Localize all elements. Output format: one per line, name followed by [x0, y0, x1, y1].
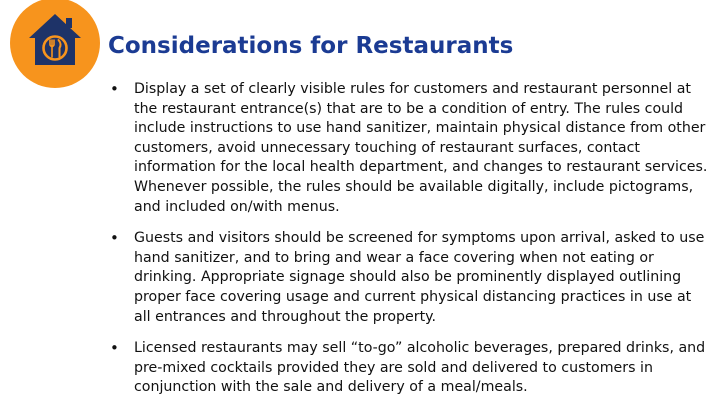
list-item [110, 339, 710, 398]
considerations-list [110, 80, 710, 410]
list-item-text: Guests and visitors should be screened for symptoms upon arrival, asked to use hand sanitizer, and to bring and wear a face covering when not eating or drinking. Appropriate signage should also be prominently displayed outlining proper face covering usage and current physical distancing practices in use at all entrances and throughout the property. [134, 230, 705, 325]
list-item [110, 80, 710, 217]
list-item-text: Display a set of clearly visible rules for customers and restaurant personnel at the restaurant entrance(s) that are to be a condition of entry. The rules could include instructions to use hand sanitizer, maintain physical distance from other customers, avoid unnecessary touching of restaurant surfaces, contact information for the local health department, and changes to restaurant services. Whenever possible, the rules should be available digitally, include pictograms, and included on/with menus. [134, 81, 708, 215]
restaurant-house-icon [10, 0, 100, 88]
list-item-text: Licensed restaurants may sell “to-go” alcoholic beverages, prepared drinks, and pre-mixed cocktails provided they are sold and delivered to customers in conjunction with the sale and delivery of a meal/meals. [134, 340, 706, 396]
bullet-marker: • [110, 339, 119, 358]
bullet-marker: • [110, 229, 119, 248]
bullet-marker: • [110, 80, 119, 98]
list-item [110, 229, 710, 327]
page-title: Considerations for Restaurants [108, 33, 514, 59]
